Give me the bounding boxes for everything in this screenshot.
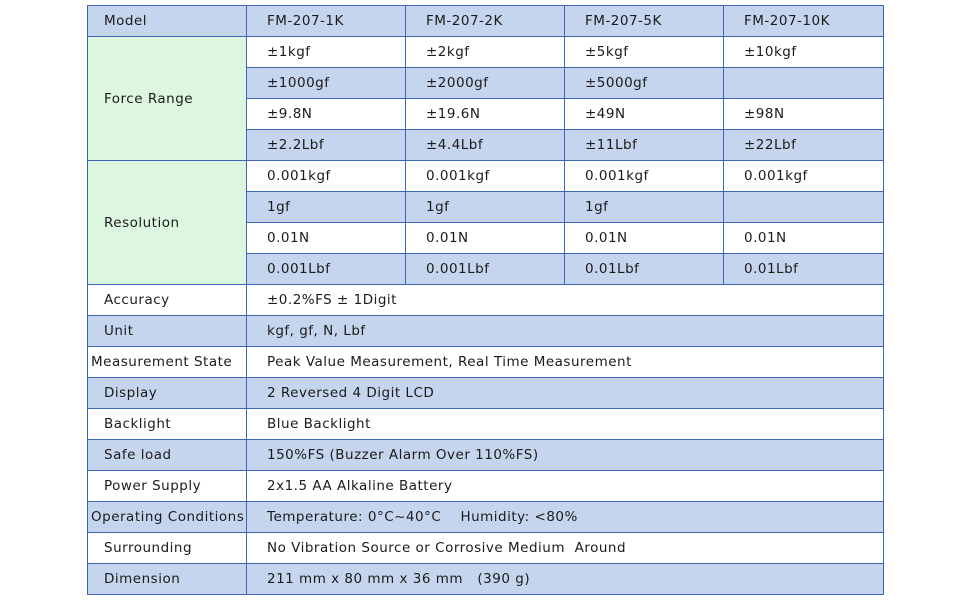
spec-value: kgf, gf, N, Lbf (247, 316, 884, 347)
spec-value: 211 mm x 80 mm x 36 mm (390 g) (247, 564, 884, 595)
resolution-cell: 0.01N (565, 223, 724, 254)
force-cell (724, 68, 884, 99)
spec-row-backlight (88, 409, 884, 440)
resolution-cell: 0.001kgf (406, 161, 565, 192)
spec-label: Power Supply (88, 471, 247, 502)
model-label: Model (88, 6, 247, 37)
force-cell: ±5000gf (565, 68, 724, 99)
spec-row-safe-load (88, 440, 884, 471)
spec-label: Backlight (88, 409, 247, 440)
spec-label: Operating Conditions (88, 502, 247, 533)
resolution-cell: 0.01Lbf (724, 254, 884, 285)
spec-label: Display (88, 378, 247, 409)
spec-label: Measurement State (88, 347, 247, 378)
spec-label: Safe load (88, 440, 247, 471)
force-cell: ±1kgf (247, 37, 406, 68)
force-cell: ±1000gf (247, 68, 406, 99)
spec-value: Blue Backlight (247, 409, 884, 440)
spec-label: Accuracy (88, 285, 247, 316)
spec-value: 2 Reversed 4 Digit LCD (247, 378, 884, 409)
resolution-row (88, 161, 884, 192)
spec-label: Unit (88, 316, 247, 347)
resolution-cell (724, 192, 884, 223)
resolution-cell: 0.001kgf (724, 161, 884, 192)
spec-value: 2x1.5 AA Alkaline Battery (247, 471, 884, 502)
force-cell: ±2000gf (406, 68, 565, 99)
spec-table (87, 5, 884, 595)
resolution-cell: 1gf (247, 192, 406, 223)
resolution-cell: 1gf (406, 192, 565, 223)
spec-row-operating-conditions (88, 502, 884, 533)
resolution-cell: 0.001kgf (247, 161, 406, 192)
force-cell: ±49N (565, 99, 724, 130)
spec-value: Peak Value Measurement, Real Time Measurement (247, 347, 884, 378)
force-cell: ±9.8N (247, 99, 406, 130)
spec-value: ±0.2%FS ± 1Digit (247, 285, 884, 316)
resolution-cell: 0.01N (406, 223, 565, 254)
model-name: FM-207-1K (247, 6, 406, 37)
resolution-cell: 0.01N (247, 223, 406, 254)
spec-row-accuracy (88, 285, 884, 316)
force-cell: ±22Lbf (724, 130, 884, 161)
force-cell: ±11Lbf (565, 130, 724, 161)
spec-value: No Vibration Source or Corrosive Medium Around (247, 533, 884, 564)
spec-row-surrounding (88, 533, 884, 564)
force-cell: ±4.4Lbf (406, 130, 565, 161)
force-range-row (88, 37, 884, 68)
force-cell: ±2kgf (406, 37, 565, 68)
spec-row-display (88, 378, 884, 409)
resolution-cell: 0.001Lbf (406, 254, 565, 285)
force-cell: ±2.2Lbf (247, 130, 406, 161)
model-name: FM-207-5K (565, 6, 724, 37)
resolution-label: Resolution (88, 161, 247, 285)
resolution-cell: 0.01N (724, 223, 884, 254)
spec-value: Temperature: 0°C~40°C Humidity: <80% (247, 502, 884, 533)
force-range-label: Force Range (88, 37, 247, 161)
force-cell: ±19.6N (406, 99, 565, 130)
spec-label: Surrounding (88, 533, 247, 564)
spec-row-measurement-state (88, 347, 884, 378)
force-cell: ±10kgf (724, 37, 884, 68)
spec-row-power-supply (88, 471, 884, 502)
force-cell: ±98N (724, 99, 884, 130)
spec-row-unit (88, 316, 884, 347)
spec-row-dimension (88, 564, 884, 595)
resolution-cell: 0.001Lbf (247, 254, 406, 285)
resolution-cell: 0.001kgf (565, 161, 724, 192)
model-row (88, 6, 884, 37)
force-cell: ±5kgf (565, 37, 724, 68)
spec-value: 150%FS (Buzzer Alarm Over 110%FS) (247, 440, 884, 471)
resolution-cell: 0.01Lbf (565, 254, 724, 285)
resolution-cell: 1gf (565, 192, 724, 223)
spec-label: Dimension (88, 564, 247, 595)
model-name: FM-207-2K (406, 6, 565, 37)
model-name: FM-207-10K (724, 6, 884, 37)
